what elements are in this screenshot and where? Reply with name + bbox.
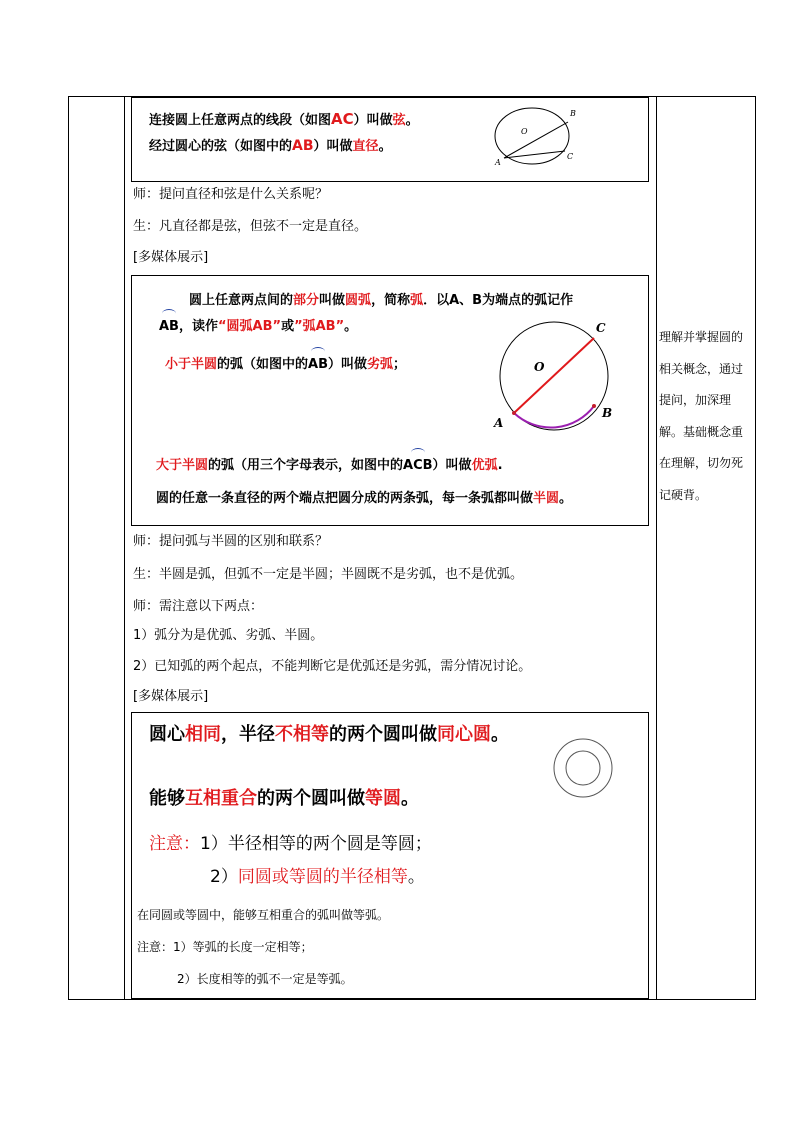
diameter-definition: 经过圆心的弦（如图中的AB）叫做直径。: [149, 138, 392, 154]
circle-outline: [495, 108, 569, 164]
note-point-2: 2）已知弧的两个起点，不能判断它是优弧还是劣弧，需分情况讨论。: [133, 659, 532, 674]
media-label-2: [多媒体展示]: [133, 689, 209, 704]
student-answer-1: 生：凡直径都是弦，但弦不一定是直径。: [133, 219, 368, 234]
point-o-label: O: [521, 127, 528, 136]
arc-definition: 圆上任意两点间的部分叫做圆弧，简称弧．以A、B为端点的弧记作: [189, 293, 574, 308]
arc-hat-icon: [411, 448, 425, 457]
chord-definition-box: [131, 97, 649, 182]
minor-arc-ab: [514, 406, 594, 428]
teacher-question-1: 师：提问直径和弦是什么关系呢？: [133, 187, 329, 202]
arc-hat-icon: [162, 309, 176, 318]
concentric-definition: 圆心相同，半径不相等的两个圆叫做同心圆。: [149, 724, 509, 745]
point-a-label: A: [495, 158, 501, 167]
outer-circle: [554, 739, 612, 797]
note-equal-circles: 注意：1）半径相等的两个圆是等圆；: [149, 834, 432, 854]
note-equal-radius: 2）同圆或等圆的半径相等。: [210, 867, 425, 887]
chord-diagram: [490, 102, 600, 172]
arc-diagram: [484, 316, 624, 436]
arc-hat-icon: [311, 347, 325, 356]
semicircle-definition: 圆的任意一条直径的两个端点把圆分成的两条弧，每一条弧都叫做半圆。: [156, 491, 573, 506]
point-a-label: A: [494, 416, 504, 430]
teaching-intent-note: 理解并掌握圆的相关概念，通过提问，加深理解。基础概念重在理解，切勿死记硬背。: [659, 330, 744, 502]
point-b-dot: [592, 404, 596, 408]
equal-circles-definition: 能够互相重合的两个圆叫做等圆。: [149, 788, 419, 809]
note-point-1: 1）弧分为是优弧、劣弧、半圆。: [133, 628, 324, 643]
chord-definition: 连接圆上任意两点的线段（如图AC）叫做弦。: [149, 110, 419, 128]
point-b-label: B: [602, 406, 613, 420]
point-c-label: C: [596, 321, 606, 335]
inner-circle: [566, 751, 600, 785]
teacher-question-2: 师：提问弧与半圆的区别和联系？: [133, 534, 329, 549]
column-divider: [124, 97, 125, 999]
column-divider: [656, 97, 657, 999]
major-arc-definition: 大于半圆的弧（用三个字母表示，如图中的 ACB）叫做优弧.: [156, 457, 503, 475]
student-answer-2: 生：半圆是弧，但弧不一定是半圆；半圆既不是劣弧，也不是优弧。: [133, 567, 524, 582]
diameter-line: [514, 338, 594, 413]
teacher-note: 师：需注意以下两点：: [133, 599, 264, 614]
point-c-label: C: [567, 152, 574, 161]
minor-arc-definition: 小于半圆的弧（如图中的 AB）叫做劣弧；: [165, 356, 406, 374]
point-o-label: O: [534, 360, 545, 374]
point-b-label: B: [570, 109, 576, 118]
arc-definition-box: [131, 275, 649, 526]
point-a-dot: [512, 411, 516, 415]
equal-arc-note-2: 2）长度相等的弧不一定是等弧。: [177, 972, 353, 986]
equal-arc-note-1: 注意：1）等弧的长度一定相等；: [137, 940, 313, 954]
media-label-1: [多媒体展示]: [133, 250, 209, 265]
concentric-circles-diagram: [550, 735, 616, 801]
circle-types-box: [131, 712, 649, 999]
equal-arc-definition: 在同圆或等圆中，能够互相重合的弧叫做等弧。: [137, 908, 390, 922]
diameter-ab-line: [504, 122, 568, 158]
arc-notation: AB，读作“圆弧AB”或”弧AB”。: [159, 318, 357, 336]
